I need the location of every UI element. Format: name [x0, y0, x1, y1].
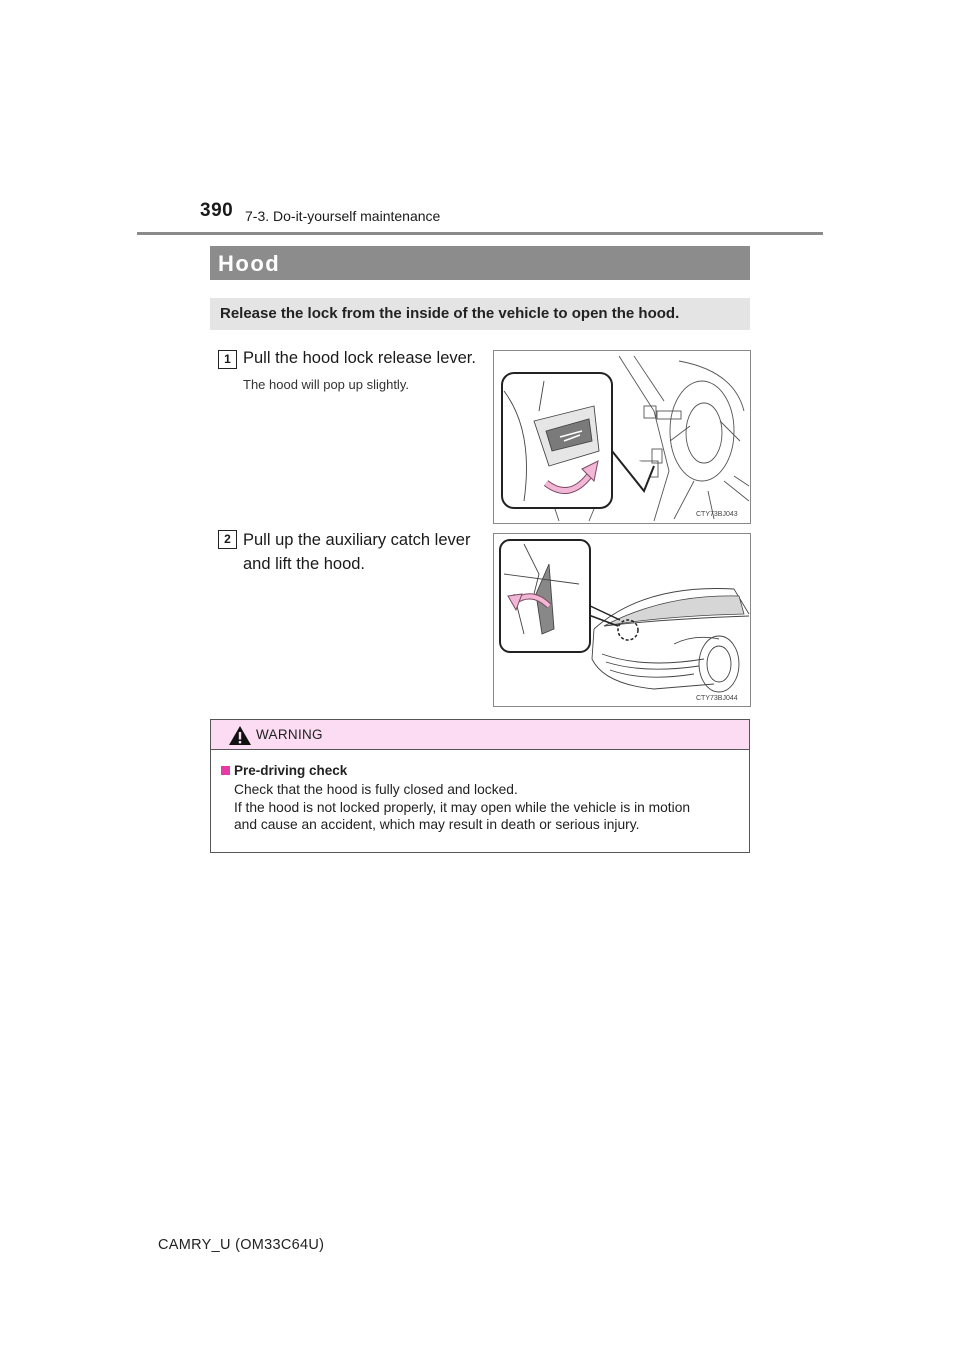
figure-code-1: CTY73BJ043 [696, 511, 738, 518]
warning-body [234, 781, 744, 834]
warning-box [210, 719, 750, 853]
intro-bar [210, 298, 750, 330]
page-number: 390 [200, 200, 234, 221]
warning-line-3: and cause an accident, which may result in death or serious injury. [234, 817, 640, 832]
warning-label: WARNING [256, 727, 323, 742]
header-divider [137, 232, 823, 235]
warning-subhead: Pre-driving check [234, 763, 348, 778]
warning-bullet-square [221, 766, 230, 775]
footer-model: CAMRY_U (OM33C64U) [158, 1237, 325, 1253]
step-2-line-2: and lift the hood. [243, 555, 366, 573]
figure-code-2: CTY73BJ044 [696, 695, 738, 702]
intro-text: Release the lock from the inside of the vehicle to open the hood. [220, 305, 680, 322]
step-1-illustration [493, 350, 751, 524]
section-title-bar [210, 246, 750, 280]
step-1-text: Pull the hood lock release lever. [243, 349, 476, 367]
warning-header [211, 720, 749, 750]
step-2-number: 2 [218, 530, 237, 549]
step-1-subtext: The hood will pop up slightly. [243, 377, 409, 392]
step-2-illustration [493, 533, 751, 707]
warning-line-1: Check that the hood is fully closed and locked. [234, 782, 518, 797]
step-2-text [243, 528, 470, 576]
warning-triangle-icon [228, 725, 252, 746]
section-title: Hood [218, 251, 281, 276]
step-2-line-1: Pull up the auxiliary catch lever [243, 531, 471, 549]
chapter-title: 7-3. Do-it-yourself maintenance [245, 208, 441, 224]
warning-line-2: If the hood is not locked properly, it may open while the vehicle is in motion [234, 799, 691, 815]
step-1-number: 1 [218, 350, 237, 369]
